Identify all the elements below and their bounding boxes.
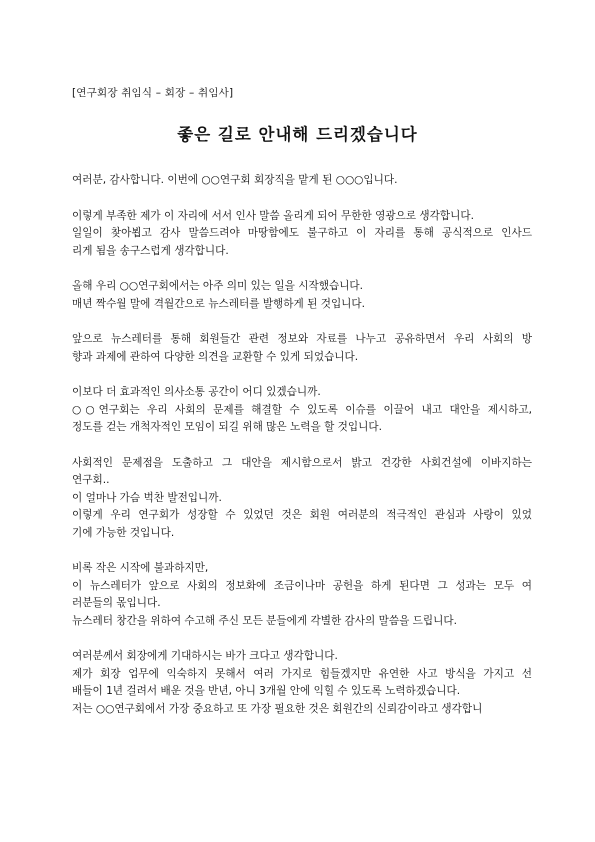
body-paragraph (72, 560, 532, 630)
body-text-line: 이렇게 부족한 제가 이 자리에 서서 인사 말씀 올리게 되어 무한한 영광으로 생각합니다. (72, 209, 474, 222)
body-text-line: 매년 짝수월 말에 격월간으로 뉴스레터를 발행하게 된 것입니다. (72, 297, 366, 310)
body-text-line: 이 뉴스레터가 앞으로 사회의 정보화에 조금이나마 공헌을 하게 된다면 그 성과는 모두 여 (72, 579, 532, 592)
body-paragraph (72, 384, 532, 437)
body-paragraph (72, 648, 532, 718)
body-text-line: 연구회.. (72, 474, 110, 486)
body-paragraph (72, 208, 532, 261)
body-text-line: 올해 우리 ○○연구회에서는 아주 의미 있는 일을 시작했습니다. (72, 280, 364, 292)
body-text-line: 기에 가능한 것입니다. (72, 526, 175, 539)
body-paragraph (72, 278, 532, 313)
body-paragraph (72, 172, 532, 190)
body-text-line: 사회적인 문제점을 도출하고 그 대안을 제시함으로서 밝고 건강한 사회건설에 이바지하는 (72, 456, 532, 469)
body-text-line: 정도를 걷는 개척자적인 모임이 되길 위해 많은 노력을 할 것입니다. (72, 421, 382, 433)
body-text-line: 리게 됨을 송구스럽게 생각합니다. (72, 244, 229, 257)
body-text-line: 배들이 1년 걸려서 배운 것을 반년, 아니 3개월 안에 익힐 수 있도록 노력하겠습니다. (72, 685, 461, 697)
body-text-line: 이렇게 우리 연구회가 성장할 수 있었던 것은 회원 여러분의 적극적인 관심과 사랑이 있었 (72, 509, 532, 521)
body-text-line: 여러분, 감사합니다. 이번에 ○○연구회 회장직을 맡게 된 ○○○입니다. (72, 174, 398, 186)
body-text-line: 제가 회장 업무에 익숙하지 못해서 여러 가지로 힘들겠지만 유연한 사고 방식을 가지고 선 (72, 667, 532, 680)
body-text-line: 이 얼마나 가슴 벅찬 발전입니까. (72, 491, 222, 504)
body-text-line: 이보다 더 효과적인 의사소통 공간이 어디 있겠습니까. (72, 386, 321, 398)
body-text-line: 뉴스레터 창간을 위하여 수고해 주신 모든 분들에게 각별한 감사의 말씀을 드립니다. (72, 614, 457, 627)
body-text-line: 일일이 찾아뵙고 감사 말씀드려야 마땅함에도 불구하고 이 자리를 통해 공식적으로 인사드 (72, 227, 532, 239)
body-text-line: 여러분께서 회장에게 기대하시는 바가 크다고 생각합니다. (72, 650, 338, 662)
body-paragraph (72, 331, 532, 366)
body-text-line: ○○연구회는 우리 사회의 문제를 해결할 수 있도록 이슈를 이끌어 내고 대안을 제시하고, (72, 403, 532, 416)
body-text-line: 러분들의 몫입니다. (72, 597, 161, 609)
document-header-label: [연구회장 취임식 – 회장 – 취임사] (72, 87, 234, 99)
body-text-line: 비록 작은 시작에 불과하지만, (72, 562, 209, 574)
document-title: 좋은 길로 안내해 드리겠습니다 (177, 125, 418, 144)
body-paragraph (72, 455, 532, 543)
body-text-line: 향과 과제에 관하여 다양한 의견을 교환할 수 있게 되었습니다. (72, 350, 359, 363)
body-text-line: 저는 ○○연구회에서 가장 중요하고 또 가장 필요한 것은 회원간의 신뢰감이라고 생각합니 (72, 702, 483, 715)
document-body (72, 172, 532, 736)
body-text-line: 앞으로 뉴스레터를 통해 회원들간 관련 정보와 자료를 나누고 공유하면서 우리 사회의 방 (72, 333, 532, 345)
